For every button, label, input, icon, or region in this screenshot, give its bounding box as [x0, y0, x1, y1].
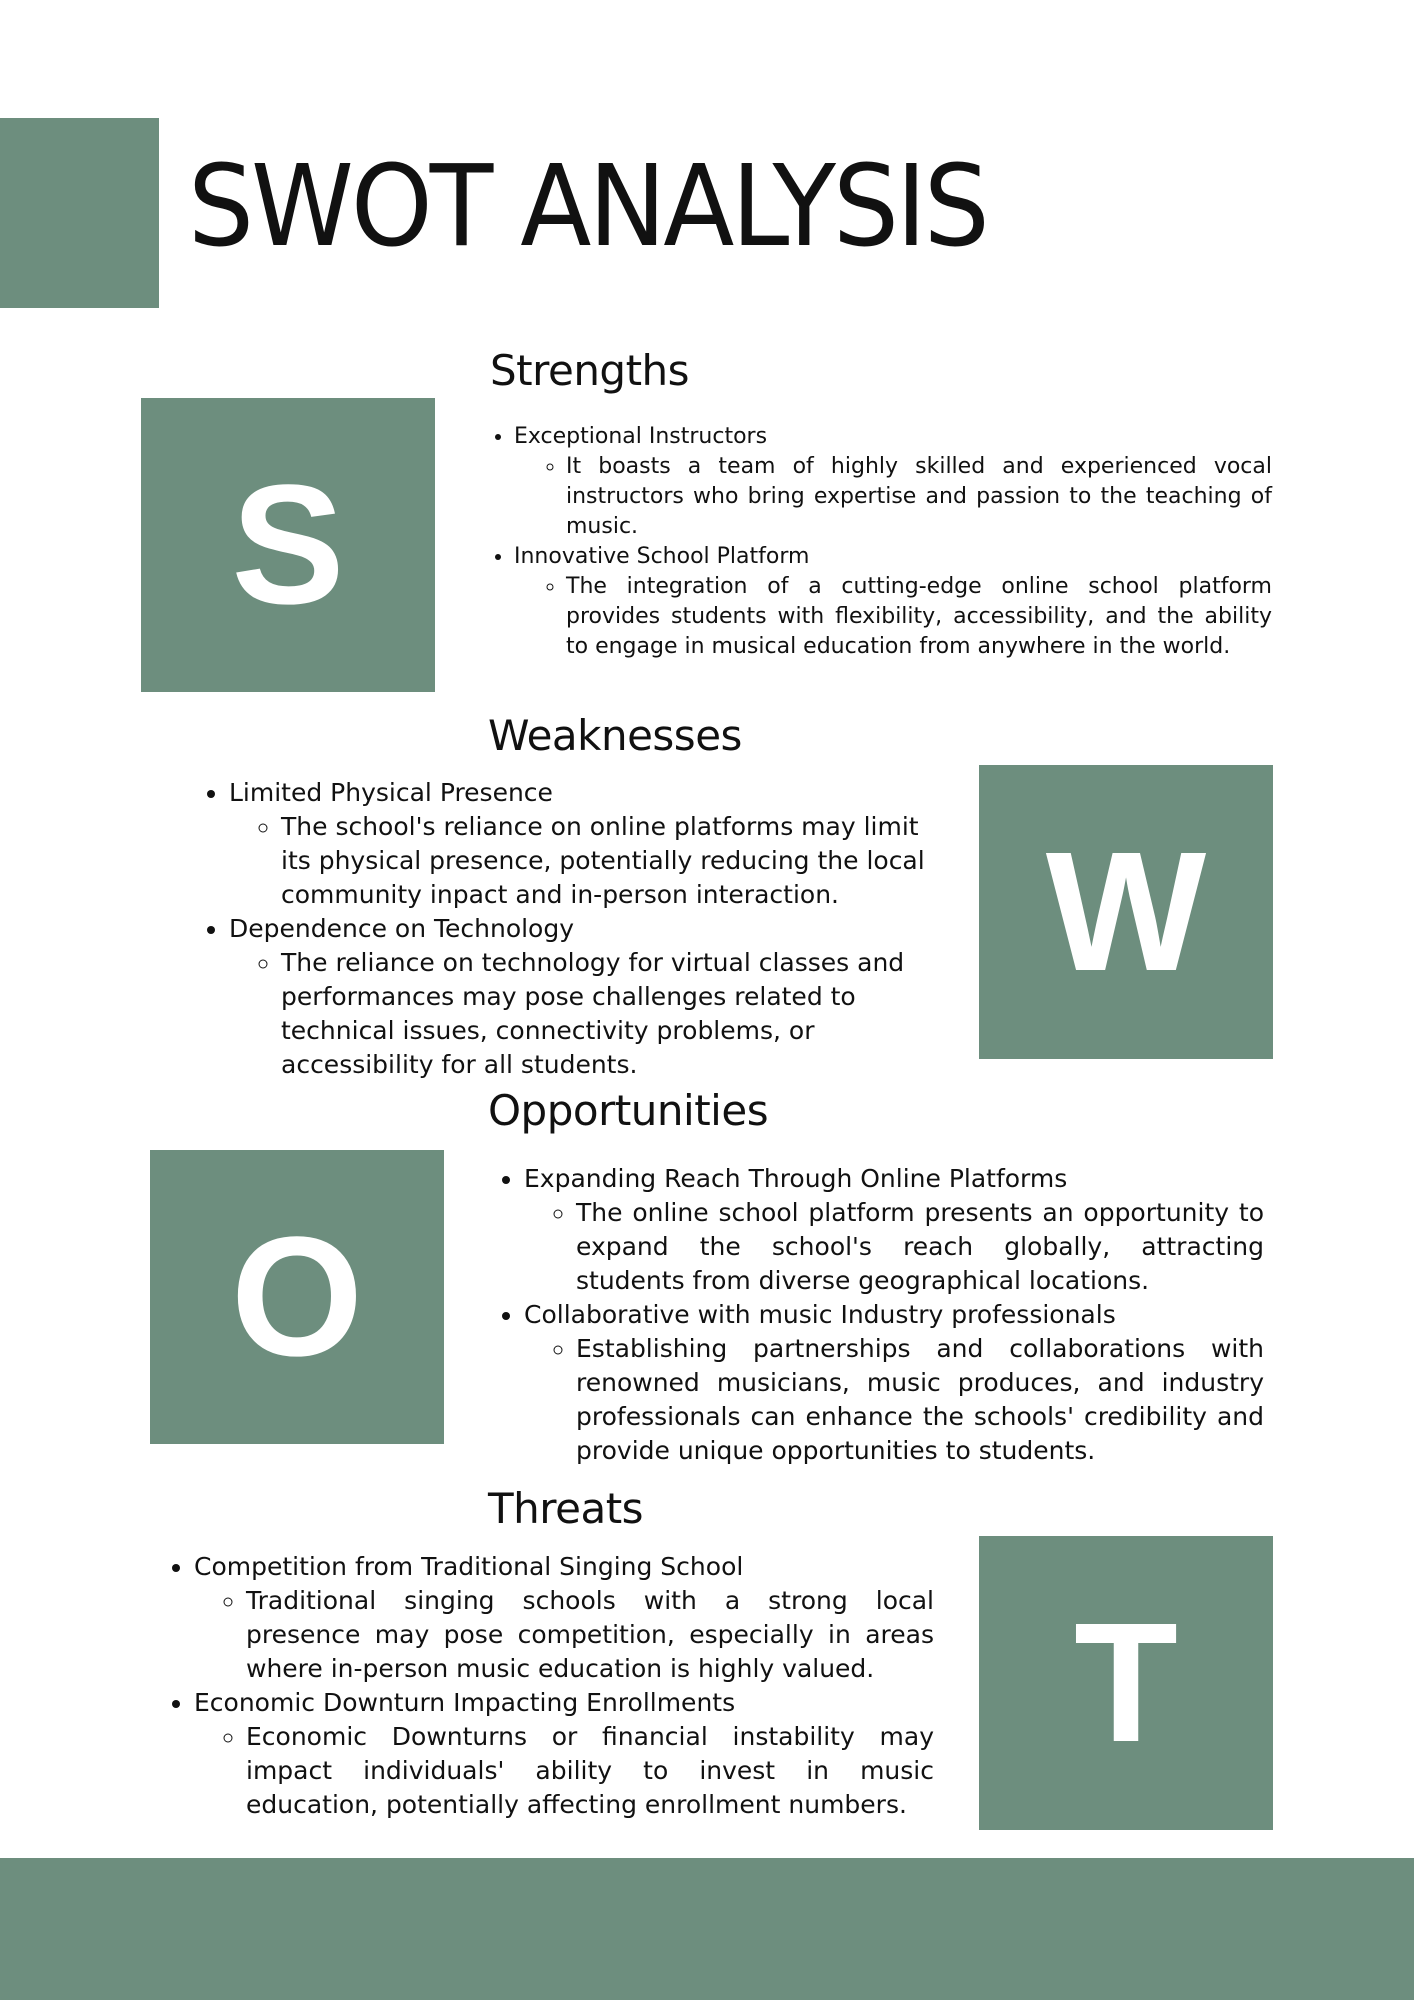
item-detail: ◦ Economic Downturns or financial instability may impact individuals' ability to invest in music education, potentially affecting enrollment numbers. — [246, 1720, 934, 1822]
strengths-letter-tile: S — [141, 398, 435, 692]
item-detail: ◦ The reliance on technology for virtual classes and performances may pose challenges related to technical issues, connectivity problems, or accessibility for all students. — [281, 946, 955, 1082]
list-item — [194, 1550, 934, 1686]
list-item — [194, 1686, 934, 1822]
item-detail: ◦ Traditional singing schools with a strong local presence may pose competition, especially in areas where in-person music education is highly valued. — [246, 1584, 934, 1686]
weaknesses-heading: Weaknesses — [488, 711, 742, 760]
item-title: Innovative School Platform — [514, 544, 810, 569]
opportunities-list — [490, 1162, 1264, 1468]
item-detail: ◦ It boasts a team of highly skilled and experienced vocal instructors who bring expertise and passion to the teaching of music. — [566, 452, 1272, 542]
threats-list — [160, 1550, 934, 1822]
item-detail: ◦ The online school platform presents an opportunity to expand the school's reach globally, attracting students from diverse geographical locations. — [576, 1196, 1264, 1298]
opportunities-letter-tile: O — [150, 1150, 444, 1444]
threats-letter-tile: T — [979, 1536, 1273, 1830]
item-title: Expanding Reach Through Online Platforms — [524, 1164, 1068, 1193]
item-title: Dependence on Technology — [229, 914, 575, 943]
item-title: Economic Downturn Impacting Enrollments — [194, 1688, 736, 1717]
item-title: Competition from Traditional Singing School — [194, 1552, 744, 1581]
list-item — [524, 1298, 1264, 1468]
list-item — [514, 422, 1272, 542]
opportunities-heading: Opportunities — [488, 1086, 769, 1135]
page-title: SWOT ANALYSIS — [188, 140, 987, 273]
list-item — [229, 912, 955, 1082]
item-title: Exceptional Instructors — [514, 424, 768, 449]
weaknesses-letter-tile: W — [979, 765, 1273, 1059]
threats-heading: Threats — [488, 1484, 644, 1533]
weaknesses-list — [195, 776, 955, 1082]
item-detail: ◦ Establishing partnerships and collaborations with renowned musicians, music produces, and industry professionals can enhance the schools' credibility and provide unique opportunities to students. — [576, 1332, 1264, 1468]
list-item — [524, 1162, 1264, 1298]
title-accent-block — [0, 118, 159, 308]
item-detail: ◦ The school's reliance on online platforms may limit its physical presence, potentially reducing the local community inpact and in-person interaction. — [281, 810, 955, 912]
list-item — [514, 542, 1272, 662]
strengths-list — [480, 422, 1272, 662]
footer-band — [0, 1858, 1414, 2000]
strengths-heading: Strengths — [490, 346, 690, 395]
item-title: Limited Physical Presence — [229, 778, 553, 807]
item-detail: ◦ The integration of a cutting-edge online school platform provides students with flexibility, accessibility, and the ability to engage in musical education from anywhere in the world. — [566, 572, 1272, 662]
list-item — [229, 776, 955, 912]
item-title: Collaborative with music Industry professionals — [524, 1300, 1116, 1329]
